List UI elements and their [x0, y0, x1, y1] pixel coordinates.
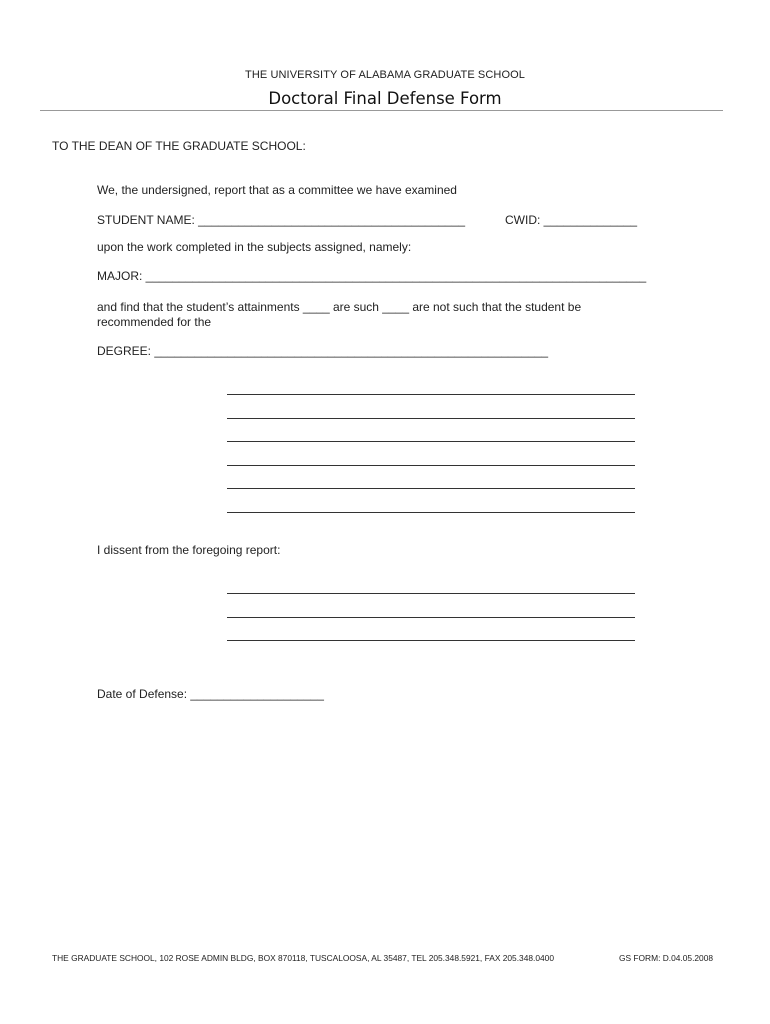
student-name-field[interactable]: STUDENT NAME: ________________________________________	[97, 213, 466, 227]
university-name: THE UNIVERSITY OF ALABAMA GRADUATE SCHOOL	[245, 69, 525, 81]
footer-address: THE GRADUATE SCHOOL, 102 ROSE ADMIN BLDG, BOX 870118, TUSCALOOSA, AL 35487, TEL 205.348.5921, FAX 205.348.0400	[52, 953, 554, 963]
title-divider	[40, 110, 723, 111]
committee-signature-line[interactable]	[227, 418, 635, 419]
dissent-signature-line[interactable]	[227, 617, 635, 618]
dissent-label: I dissent from the foregoing report:	[97, 543, 281, 557]
form-id: GS FORM: D.04.05.2008	[619, 953, 714, 963]
committee-signature-line[interactable]	[227, 394, 635, 395]
degree-field[interactable]: DEGREE: ___________________________________________________________	[97, 344, 549, 358]
addressee: TO THE DEAN OF THE GRADUATE SCHOOL:	[52, 139, 306, 153]
committee-signature-line[interactable]	[227, 488, 635, 489]
dissent-signature-line[interactable]	[227, 640, 635, 641]
major-field[interactable]: MAJOR: ___________________________________________________________________________	[97, 269, 647, 283]
date-of-defense-field[interactable]: Date of Defense: ____________________	[97, 687, 324, 701]
committee-signature-line[interactable]	[227, 512, 635, 513]
committee-signature-line[interactable]	[227, 441, 635, 442]
recommended-text: recommended for the	[97, 315, 212, 329]
intro-text: We, the undersigned, report that as a committee we have examined	[97, 183, 457, 197]
subjects-text: upon the work completed in the subjects assigned, namely:	[97, 240, 412, 254]
dissent-signature-line[interactable]	[227, 593, 635, 594]
committee-signature-line[interactable]	[227, 465, 635, 466]
form-title: Doctoral Final Defense Form	[268, 89, 502, 108]
attainments-text[interactable]: and find that the student’s attainments ____ are such ____ are not such that the student be	[97, 300, 582, 314]
cwid-field[interactable]: CWID: ______________	[505, 213, 638, 227]
